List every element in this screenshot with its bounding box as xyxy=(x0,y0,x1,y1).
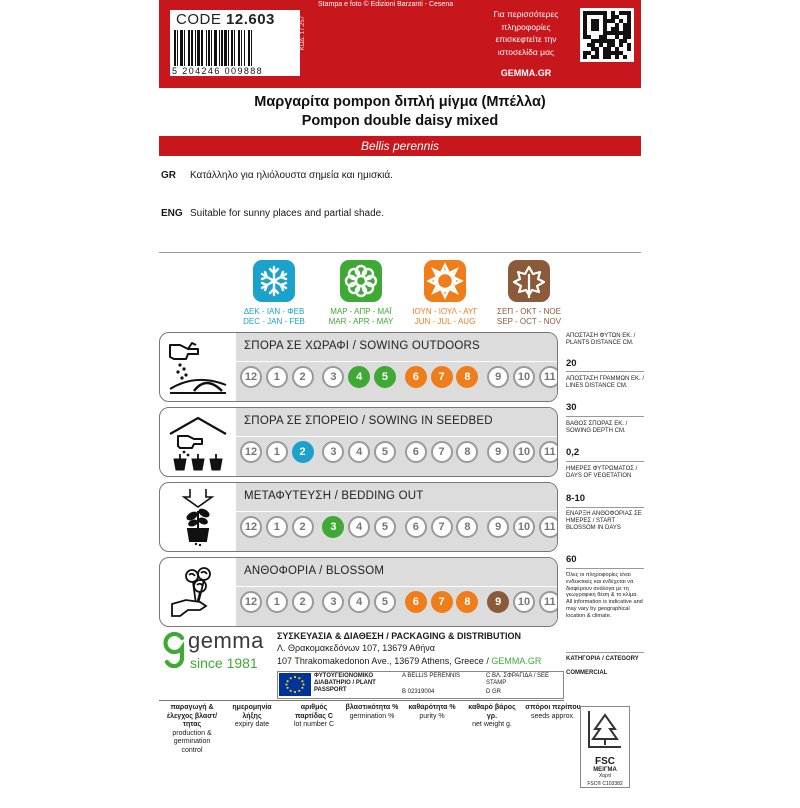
month-5: 5 xyxy=(374,366,396,388)
month-1: 1 xyxy=(266,591,288,613)
month-5: 5 xyxy=(374,441,396,463)
bottom-field: παραγωγή & έλεγχος βλαστ/τητας production & germination control xyxy=(166,704,218,754)
fsc-label: FSC xyxy=(595,756,615,767)
bottom-divider xyxy=(159,700,564,701)
fsc-sub: Χαρτί xyxy=(598,773,612,779)
company-site-link[interactable]: GEMMA.GR xyxy=(491,656,542,666)
season-summer-label: ΙΟΥΝ - ΙΟΥΛ - ΑΥΓ JUN - JUL - AUG xyxy=(412,307,478,326)
lines-distance-label: ΑΠΟΣΤΑΣΗ ΓΡΑΜΜΩΝ ΕΚ. / LINES DISTANCE CM. xyxy=(566,376,644,390)
month-3: 3 xyxy=(322,591,344,613)
month-1: 1 xyxy=(266,366,288,388)
disclaimer: Όλες οι πληροφορίες είναι ενδεικτικές και ενδέχεται να διαφέρουν ανάλογα με τη γεωγραφική θέση & το κλίμα. All information is indicative and may vary by geographical location & climate. xyxy=(566,572,643,619)
month-11: 11 xyxy=(539,516,558,538)
passport-d: D GR xyxy=(486,689,501,695)
info-url[interactable]: GEMMA.GR xyxy=(500,68,552,78)
gemma-logo-icon xyxy=(162,628,186,668)
info-text: Για περισσότερες πληροφορίες επισκεφτείτε την ιστοσελίδα μας xyxy=(493,9,559,57)
eu-flag-icon xyxy=(279,673,311,696)
days-vegetation-label: ΗΜΕΡΕΣ ΦΥΤΡΩΜΑΤΟΣ / DAYS OF VEGETATION xyxy=(566,466,638,480)
month-12: 12 xyxy=(240,441,262,463)
row-title: ΣΠΟΡΑ ΣΕ ΣΠΟΡΕΙΟ / SOWING IN SEEDBED xyxy=(244,415,493,427)
bottom-field: καθαρότητα % purity % xyxy=(408,704,456,720)
seedbed-icon xyxy=(166,414,230,472)
desc-gr: Κατάλληλο για ηλιόλουστα σημεία και ημισκιά. xyxy=(190,170,393,181)
divider xyxy=(159,252,641,253)
product-code: CODE 12.603 xyxy=(176,11,275,28)
bottom-field: ημερομηνία λήξης expiry date xyxy=(232,704,272,728)
season-spring-label: ΜΑΡ - ΑΠΡ - ΜΑΪ MAR - APR - MAY xyxy=(328,307,394,326)
blossom-days-value: 60 xyxy=(566,554,577,565)
month-2: 2 xyxy=(292,366,314,388)
month-6: 6 xyxy=(405,441,427,463)
address-english: 107 Thrakomakedonon Ave., 13679 Athens, Greece / GEMMA.GR xyxy=(277,656,542,666)
row-bedding-out xyxy=(159,482,558,552)
month-6: 6 xyxy=(405,366,427,388)
spec-divider xyxy=(566,568,644,569)
bottom-field: σπόροι περίπου seeds approx. xyxy=(525,704,581,720)
brand-name: gemma xyxy=(188,628,264,653)
month-circles xyxy=(240,366,558,388)
passport-b: B 02319004 xyxy=(402,689,435,695)
barcode-number: 5 204246 009888 xyxy=(172,66,264,76)
bottom-field: βλαστικότητα % germination % xyxy=(345,704,399,720)
spec-divider xyxy=(566,461,644,462)
row-sowing-seedbed xyxy=(159,407,558,477)
month-12: 12 xyxy=(240,591,262,613)
month-11: 11 xyxy=(539,591,558,613)
sun-icon xyxy=(424,260,466,302)
lang-gr: GR xyxy=(161,170,176,181)
passport-a: A BELLIS PERENNIS xyxy=(402,673,461,679)
title-english: Pompon double daisy mixed xyxy=(301,113,499,129)
spec-divider xyxy=(566,652,644,653)
blossom-days-label: ΕΝΑΡΞΗ ΑΝΘΟΦΟΡΙΑΣ ΣΕ ΗΜΕΡΕΣ / START BLOSSOM IN DAYS xyxy=(566,511,642,532)
month-7: 7 xyxy=(431,366,453,388)
season-autumn-label: ΣΕΠ - ΟΚΤ - ΝΟΕ SEP - OCT - NOV xyxy=(496,307,562,326)
fsc-mix: ΜΕΙΓΜΑ xyxy=(593,767,617,773)
passport-c: C ΒΛ. ΣΦΡΑΓΙΔΑ / SEE STAMP xyxy=(486,673,550,686)
month-6: 6 xyxy=(405,516,427,538)
passport-title: ΦΥΤΟΫΓΕΙΟΝΟΜΙΚΟ ΔΙΑΒΑΤΗΡΙΟ / PLANT PASSPORT xyxy=(314,673,376,693)
fsc-tree-icon xyxy=(581,707,629,751)
fsc-code: FSC® C103382 xyxy=(587,781,623,787)
month-2: 2 xyxy=(292,591,314,613)
category-label: ΚΑΤΗΓΟΡΙΑ / CATEGORY xyxy=(566,656,639,662)
month-1: 1 xyxy=(266,441,288,463)
spec-divider xyxy=(566,507,644,508)
row-title: ΑΝΘΟΦΟΡΙΑ / BLOSSOM xyxy=(244,565,385,577)
month-11: 11 xyxy=(539,366,558,388)
season-winter-label: ΔΕΚ - ΙΑΝ - ΦΕΒ DEC - JAN - FEB xyxy=(243,307,305,326)
month-2: 2 xyxy=(292,516,314,538)
month-9: 9 xyxy=(487,441,509,463)
month-7: 7 xyxy=(431,591,453,613)
title-greek: Μαργαρίτα pompon διπλή μίγμα (Μπέλλα) xyxy=(254,94,546,110)
month-9: 9 xyxy=(487,366,509,388)
month-circles xyxy=(240,441,558,463)
month-7: 7 xyxy=(431,441,453,463)
month-4: 4 xyxy=(348,366,370,388)
month-10: 10 xyxy=(513,441,535,463)
days-vegetation-value: 8-10 xyxy=(566,493,586,504)
bottom-field: αριθμός παρτίδας C lot number C xyxy=(293,704,335,728)
qr-code-icon[interactable] xyxy=(580,8,634,62)
month-3: 3 xyxy=(322,366,344,388)
month-8: 8 xyxy=(456,516,478,538)
month-4: 4 xyxy=(348,516,370,538)
snowflake-icon xyxy=(253,260,295,302)
flower-icon xyxy=(340,260,382,302)
month-9: 9 xyxy=(487,516,509,538)
spec-divider xyxy=(566,371,644,372)
month-8: 8 xyxy=(456,366,478,388)
month-12: 12 xyxy=(240,366,262,388)
desc-eng: Suitable for sunny places and partial shade. xyxy=(190,208,385,219)
fsc-badge xyxy=(580,706,630,788)
sowing-depth-value: 0,2 xyxy=(566,447,580,458)
latin-name: Bellis perennis xyxy=(159,136,641,156)
month-10: 10 xyxy=(513,516,535,538)
month-8: 8 xyxy=(456,441,478,463)
month-5: 5 xyxy=(374,516,396,538)
month-1: 1 xyxy=(266,516,288,538)
month-10: 10 xyxy=(513,366,535,388)
month-4: 4 xyxy=(348,591,370,613)
lines-distance-value: 30 xyxy=(566,402,577,413)
month-6: 6 xyxy=(405,591,427,613)
kod-label: ΚΩΔ. 17.257 xyxy=(300,16,306,51)
leaf-icon xyxy=(508,260,550,302)
month-3: 3 xyxy=(322,441,344,463)
row-sowing-outdoors xyxy=(159,332,558,402)
month-7: 7 xyxy=(431,516,453,538)
month-8: 8 xyxy=(456,591,478,613)
month-circles xyxy=(240,516,558,538)
month-10: 10 xyxy=(513,591,535,613)
month-4: 4 xyxy=(348,441,370,463)
seedling-transplant-icon xyxy=(166,489,230,547)
barcode xyxy=(174,30,296,66)
stampa-credit: Stampa e foto © Edizioni Barzanti - Cesena xyxy=(318,1,454,8)
plants-distance-label: ΑΠΟΣΤΑΣΗ ΦΥΤΩΝ ΕΚ. / PLANTS DISTANCE CM. xyxy=(566,333,636,347)
row-title: ΜΕΤΑΦΥΤΕΥΣΗ / BEDDING OUT xyxy=(244,490,424,502)
sowing-depth-label: ΒΑΘΟΣ ΣΠΟΡΑΣ ΕΚ. / SOWING DEPTH CM. xyxy=(566,421,628,435)
month-2: 2 xyxy=(292,441,314,463)
address-greek: Λ. Θρακομακεδόνων 107, 13679 Αθήνα xyxy=(277,643,435,653)
plants-distance-value: 20 xyxy=(566,358,577,369)
month-5: 5 xyxy=(374,591,396,613)
month-12: 12 xyxy=(240,516,262,538)
hand-sowing-field-icon xyxy=(166,339,230,397)
month-11: 11 xyxy=(539,441,558,463)
bottom-field: καθαρό βάρος γρ. net weight g. xyxy=(468,704,516,728)
month-9: 9 xyxy=(487,591,509,613)
lang-eng: ENG xyxy=(161,208,183,219)
row-blossom xyxy=(159,557,558,627)
category-value: COMMERCIAL xyxy=(566,670,608,676)
row-title: ΣΠΟΡΑ ΣΕ ΧΩΡΑΦΙ / SOWING OUTDOORS xyxy=(244,340,480,352)
since-year: since 1981 xyxy=(190,655,258,671)
hand-bouquet-icon xyxy=(166,564,230,622)
month-circles xyxy=(240,591,558,613)
packaging-title: ΣΥΣΚΕΥΑΣΙΑ & ΔΙΑΘΕΣΗ / PACKAGING & DISTRIBUTION xyxy=(277,631,522,641)
month-3: 3 xyxy=(322,516,344,538)
spec-divider xyxy=(566,416,644,417)
